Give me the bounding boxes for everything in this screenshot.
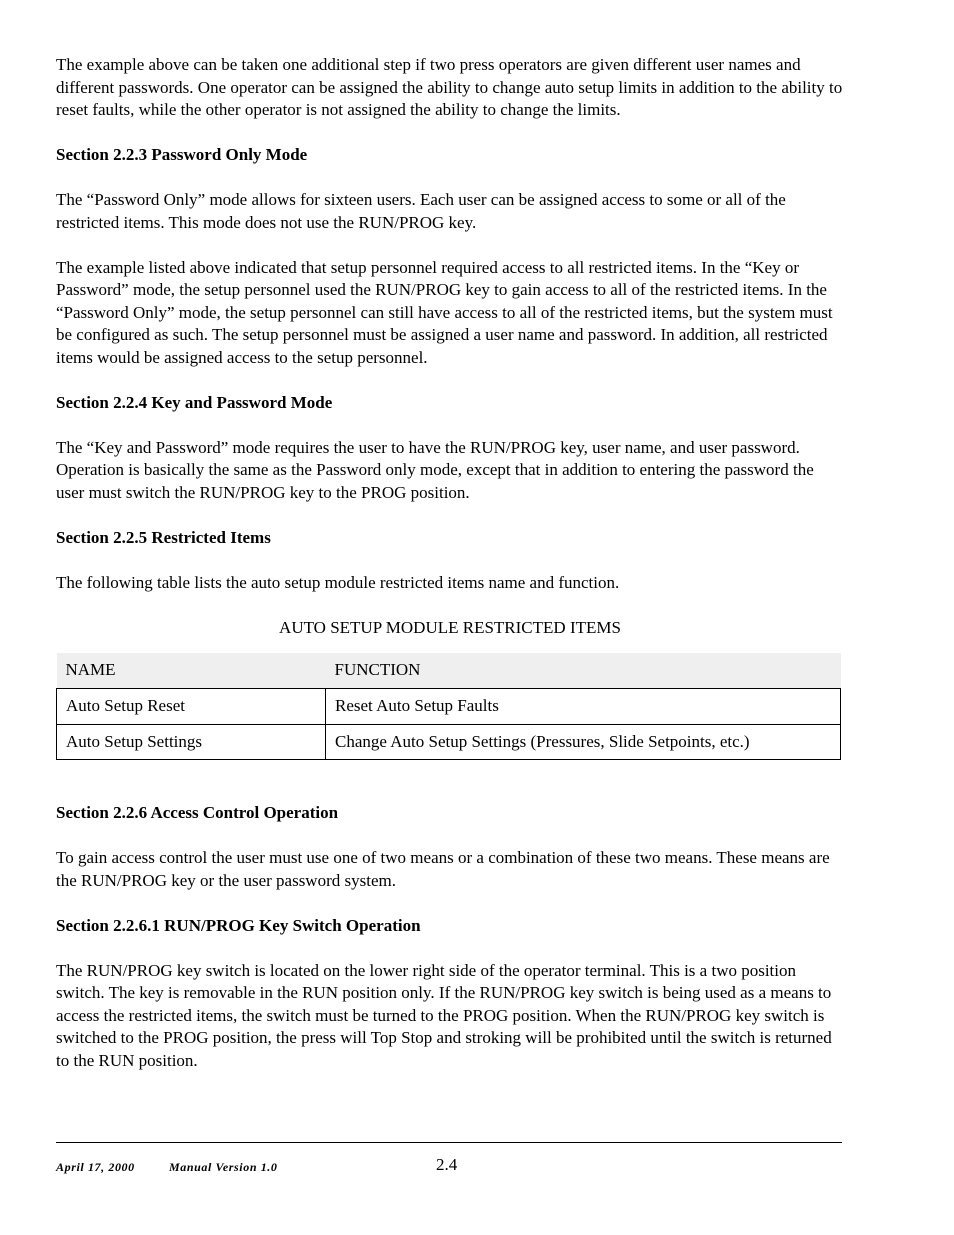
paragraph-operators-example: The example above can be taken one additional step if two press operators are given different user names and different passwords. One operator can be assigned the ability to change auto setup limits in addition to the ability to reset faults, while the other operator is not assigned the ability to change the limits. — [56, 55, 843, 119]
table-title: AUTO SETUP MODULE RESTRICTED ITEMS — [279, 617, 621, 637]
table-row — [57, 689, 841, 725]
footer-page-number: 2.4 — [436, 1155, 458, 1174]
table-header-function: FUNCTION — [326, 653, 841, 689]
table-cell-function: Reset Auto Setup Faults — [326, 689, 841, 725]
paragraph-key-and-password-mode: The “Key and Password” mode requires the user to have the RUN/PROG key, user name, and user password. Operation is basically the same as the Password only mode, except that in addition to entering the password the user must switch the RUN/PROG key to the PROG position. — [56, 437, 814, 502]
footer-version: Manual Version 1.0 — [169, 1160, 278, 1174]
table-cell-function: Change Auto Setup Settings (Pressures, Slide Setpoints, etc.) — [326, 724, 841, 760]
section-heading-2-2-4: Section 2.2.4 Key and Password Mode — [56, 392, 333, 412]
section-heading-2-2-6-1: Section 2.2.6.1 RUN/PROG Key Switch Operation — [56, 915, 421, 935]
restricted-items-table — [56, 653, 841, 760]
footer-divider — [56, 1142, 842, 1143]
paragraph-access-control: To gain access control the user must use one of two means or a combination of these two means. These means are the RUN/PROG key or the user password system. — [56, 848, 830, 890]
table-header-name: NAME — [57, 653, 326, 689]
section-heading-2-2-3: Section 2.2.3 Password Only Mode — [56, 145, 308, 164]
table-cell-name: Auto Setup Settings — [57, 724, 326, 760]
paragraph-key-switch-operation: The RUN/PROG key switch is located on the lower right side of the operator terminal. This is a two position switch. The key is removable in the RUN position only. If the RUN/PROG key switch is being used as a means to access the restricted items, the switch must be turned to the PROG position. When the RUN/PROG key switch is switched to the PROG position, the press will Top Stop and stroking will be prohibited until the switch is returned to the RUN position. — [56, 960, 832, 1070]
table-row — [57, 724, 841, 760]
section-heading-2-2-5: Section 2.2.5 Restricted Items — [56, 527, 271, 547]
section-heading-2-2-6: Section 2.2.6 Access Control Operation — [56, 803, 339, 822]
paragraph-setup-personnel-example: The example listed above indicated that setup personnel required access to all restricted items. In the “Key or Password” mode, the setup personnel used the RUN/PROG key to gain access to all of the restricted items. In the “Password Only” mode, the setup personnel can still have access to all of the restricted items, but the system must be configured as such. The setup personnel must be assigned a user name and password. In addition, all restricted items would be assigned access to the setup personnel. — [56, 257, 833, 367]
document-page — [56, 54, 844, 1072]
paragraph-password-only-mode: The “Password Only” mode allows for sixteen users. Each user can be assigned access to some or all of the restricted items. This mode does not use the RUN/PROG key. — [56, 190, 786, 232]
footer-date: April 17, 2000 — [56, 1160, 135, 1174]
table-cell-name: Auto Setup Reset — [57, 689, 326, 725]
paragraph-restricted-items-intro: The following table lists the auto setup module restricted items name and function. — [56, 572, 620, 592]
table-header-row — [57, 653, 841, 689]
